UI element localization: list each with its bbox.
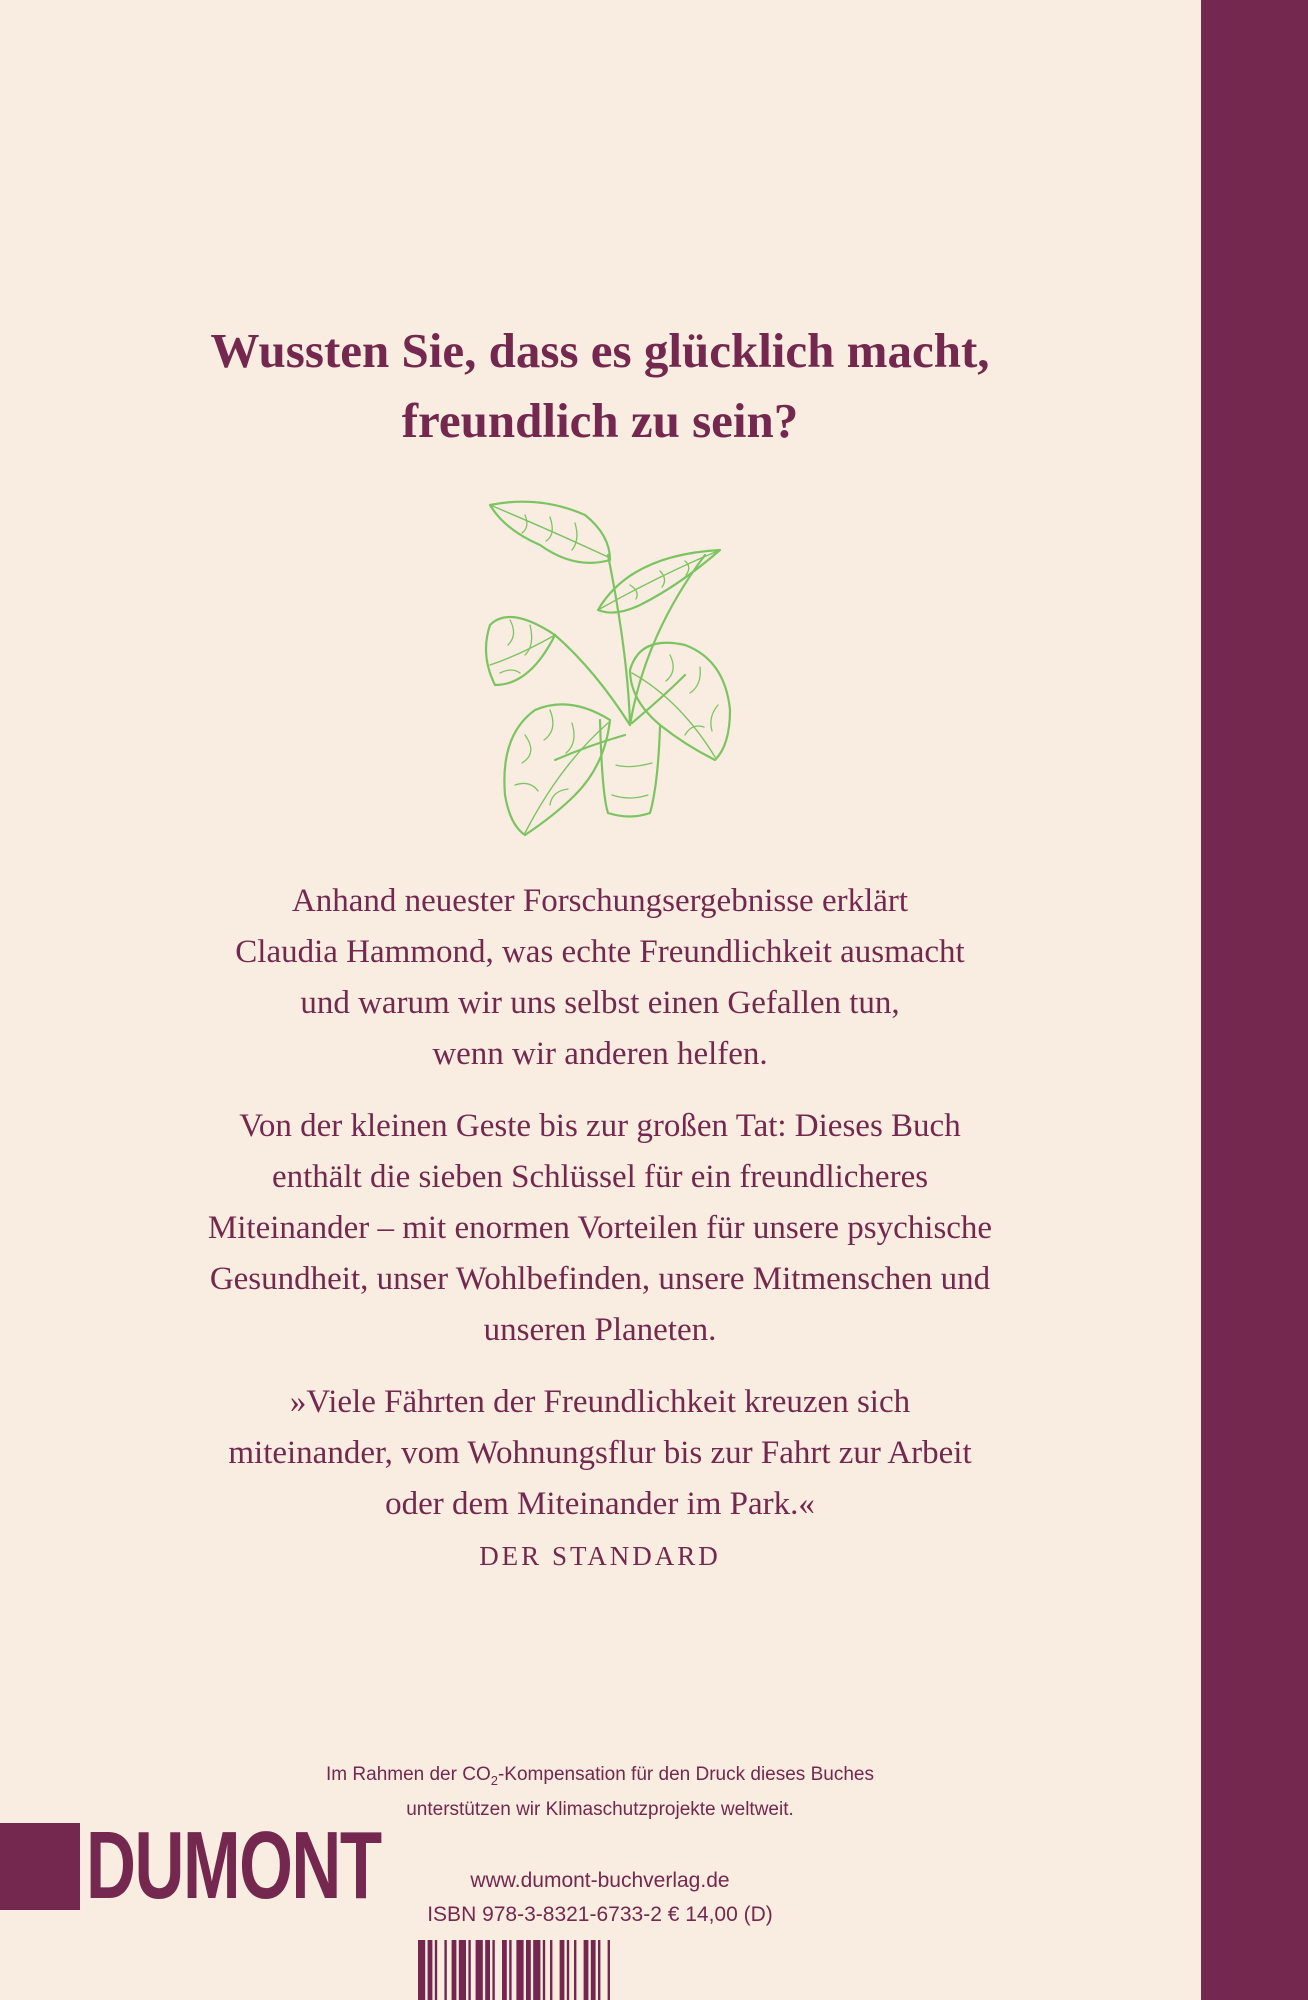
text-line: Anhand neuester Forschungsergebnisse erklärt <box>291 883 909 919</box>
barcode-bar <box>550 1940 552 2000</box>
barcode-bar <box>452 1940 457 2000</box>
isbn-price: ISBN 978-3-8321-6733-2 € 14,00 (D) <box>427 1903 773 1926</box>
barcode-bar <box>428 1940 433 2000</box>
barcode-bar <box>459 1940 466 2000</box>
barcode-bar <box>476 1940 483 2000</box>
co2-subscript: 2 <box>490 1772 498 1788</box>
barcode-bar <box>533 1940 540 2000</box>
co2-text-start: Im Rahmen der CO <box>326 1764 491 1785</box>
headline-line-1: Wussten Sie, dass es glücklich macht, <box>210 323 990 378</box>
barcode-bar <box>516 1940 523 2000</box>
barcode-bar <box>598 1940 600 2000</box>
barcode-bar <box>468 1940 470 2000</box>
text-line: Claudia Hammond, was echte Freundlichkeit ausmacht <box>235 934 965 970</box>
barcode-bar <box>492 1940 494 2000</box>
description-paragraph-2 <box>100 1101 1100 1356</box>
barcode-bar <box>444 1940 446 2000</box>
headline <box>80 316 1120 456</box>
barcode-bar <box>509 1940 511 2000</box>
co2-text-line-2: unterstützen wir Klimaschutzprojekte weltweit. <box>406 1798 794 1820</box>
text-line: Gesundheit, unser Wohlbefinden, unsere Mitmenschen und <box>209 1261 991 1297</box>
barcode-bar <box>591 1940 596 2000</box>
quote-line: miteinander, vom Wohnungsflur bis zur Fahrt zur Arbeit <box>228 1435 972 1471</box>
barcode-bar <box>418 1940 425 2000</box>
text-line: und warum wir uns selbst einen Gefallen tun, <box>300 985 900 1021</box>
barcode-bar <box>543 1940 545 2000</box>
barcode-icon <box>418 1940 774 2000</box>
text-line: Miteinander – mit enormen Vorteilen für unsere psychische <box>207 1210 993 1246</box>
text-line: unseren Planeten. <box>483 1312 717 1348</box>
barcode-bar <box>584 1940 589 2000</box>
publisher-url: www.dumont-buchverlag.de <box>470 1869 730 1892</box>
barcode-bar <box>435 1940 437 2000</box>
quote-source: DER STANDARD <box>479 1541 721 1571</box>
press-quote <box>100 1377 1100 1530</box>
barcode-bar <box>502 1940 507 2000</box>
text-line: enthält die sieben Schlüssel für ein freundlicheres <box>271 1159 929 1195</box>
co2-text-end: -Kompensation für den Druck dieses Buches <box>497 1764 874 1785</box>
barcode-bar <box>574 1940 576 2000</box>
quote-line: oder dem Miteinander im Park.« <box>385 1486 815 1522</box>
barcode-bar <box>560 1940 565 2000</box>
headline-line-2: freundlich zu sein? <box>401 393 799 448</box>
description-paragraph-1 <box>100 876 1100 1080</box>
publisher-logo: DUMONT <box>86 1812 381 1919</box>
barcode-bar <box>608 1940 610 2000</box>
barcode-bar <box>485 1940 490 2000</box>
barcode-bar <box>526 1940 531 2000</box>
text-line: wenn wir anderen helfen. <box>432 1036 768 1072</box>
text-line: Von der kleinen Geste bis zur großen Tat: Dieses Buch <box>239 1108 961 1144</box>
barcode-bar <box>567 1940 569 2000</box>
publisher-logo-bar <box>0 1823 80 1910</box>
monstera-plant-icon <box>480 495 740 840</box>
book-spine <box>1201 0 1308 2000</box>
quote-line: »Viele Fährten der Freundlichkeit kreuzen sich <box>289 1384 911 1420</box>
